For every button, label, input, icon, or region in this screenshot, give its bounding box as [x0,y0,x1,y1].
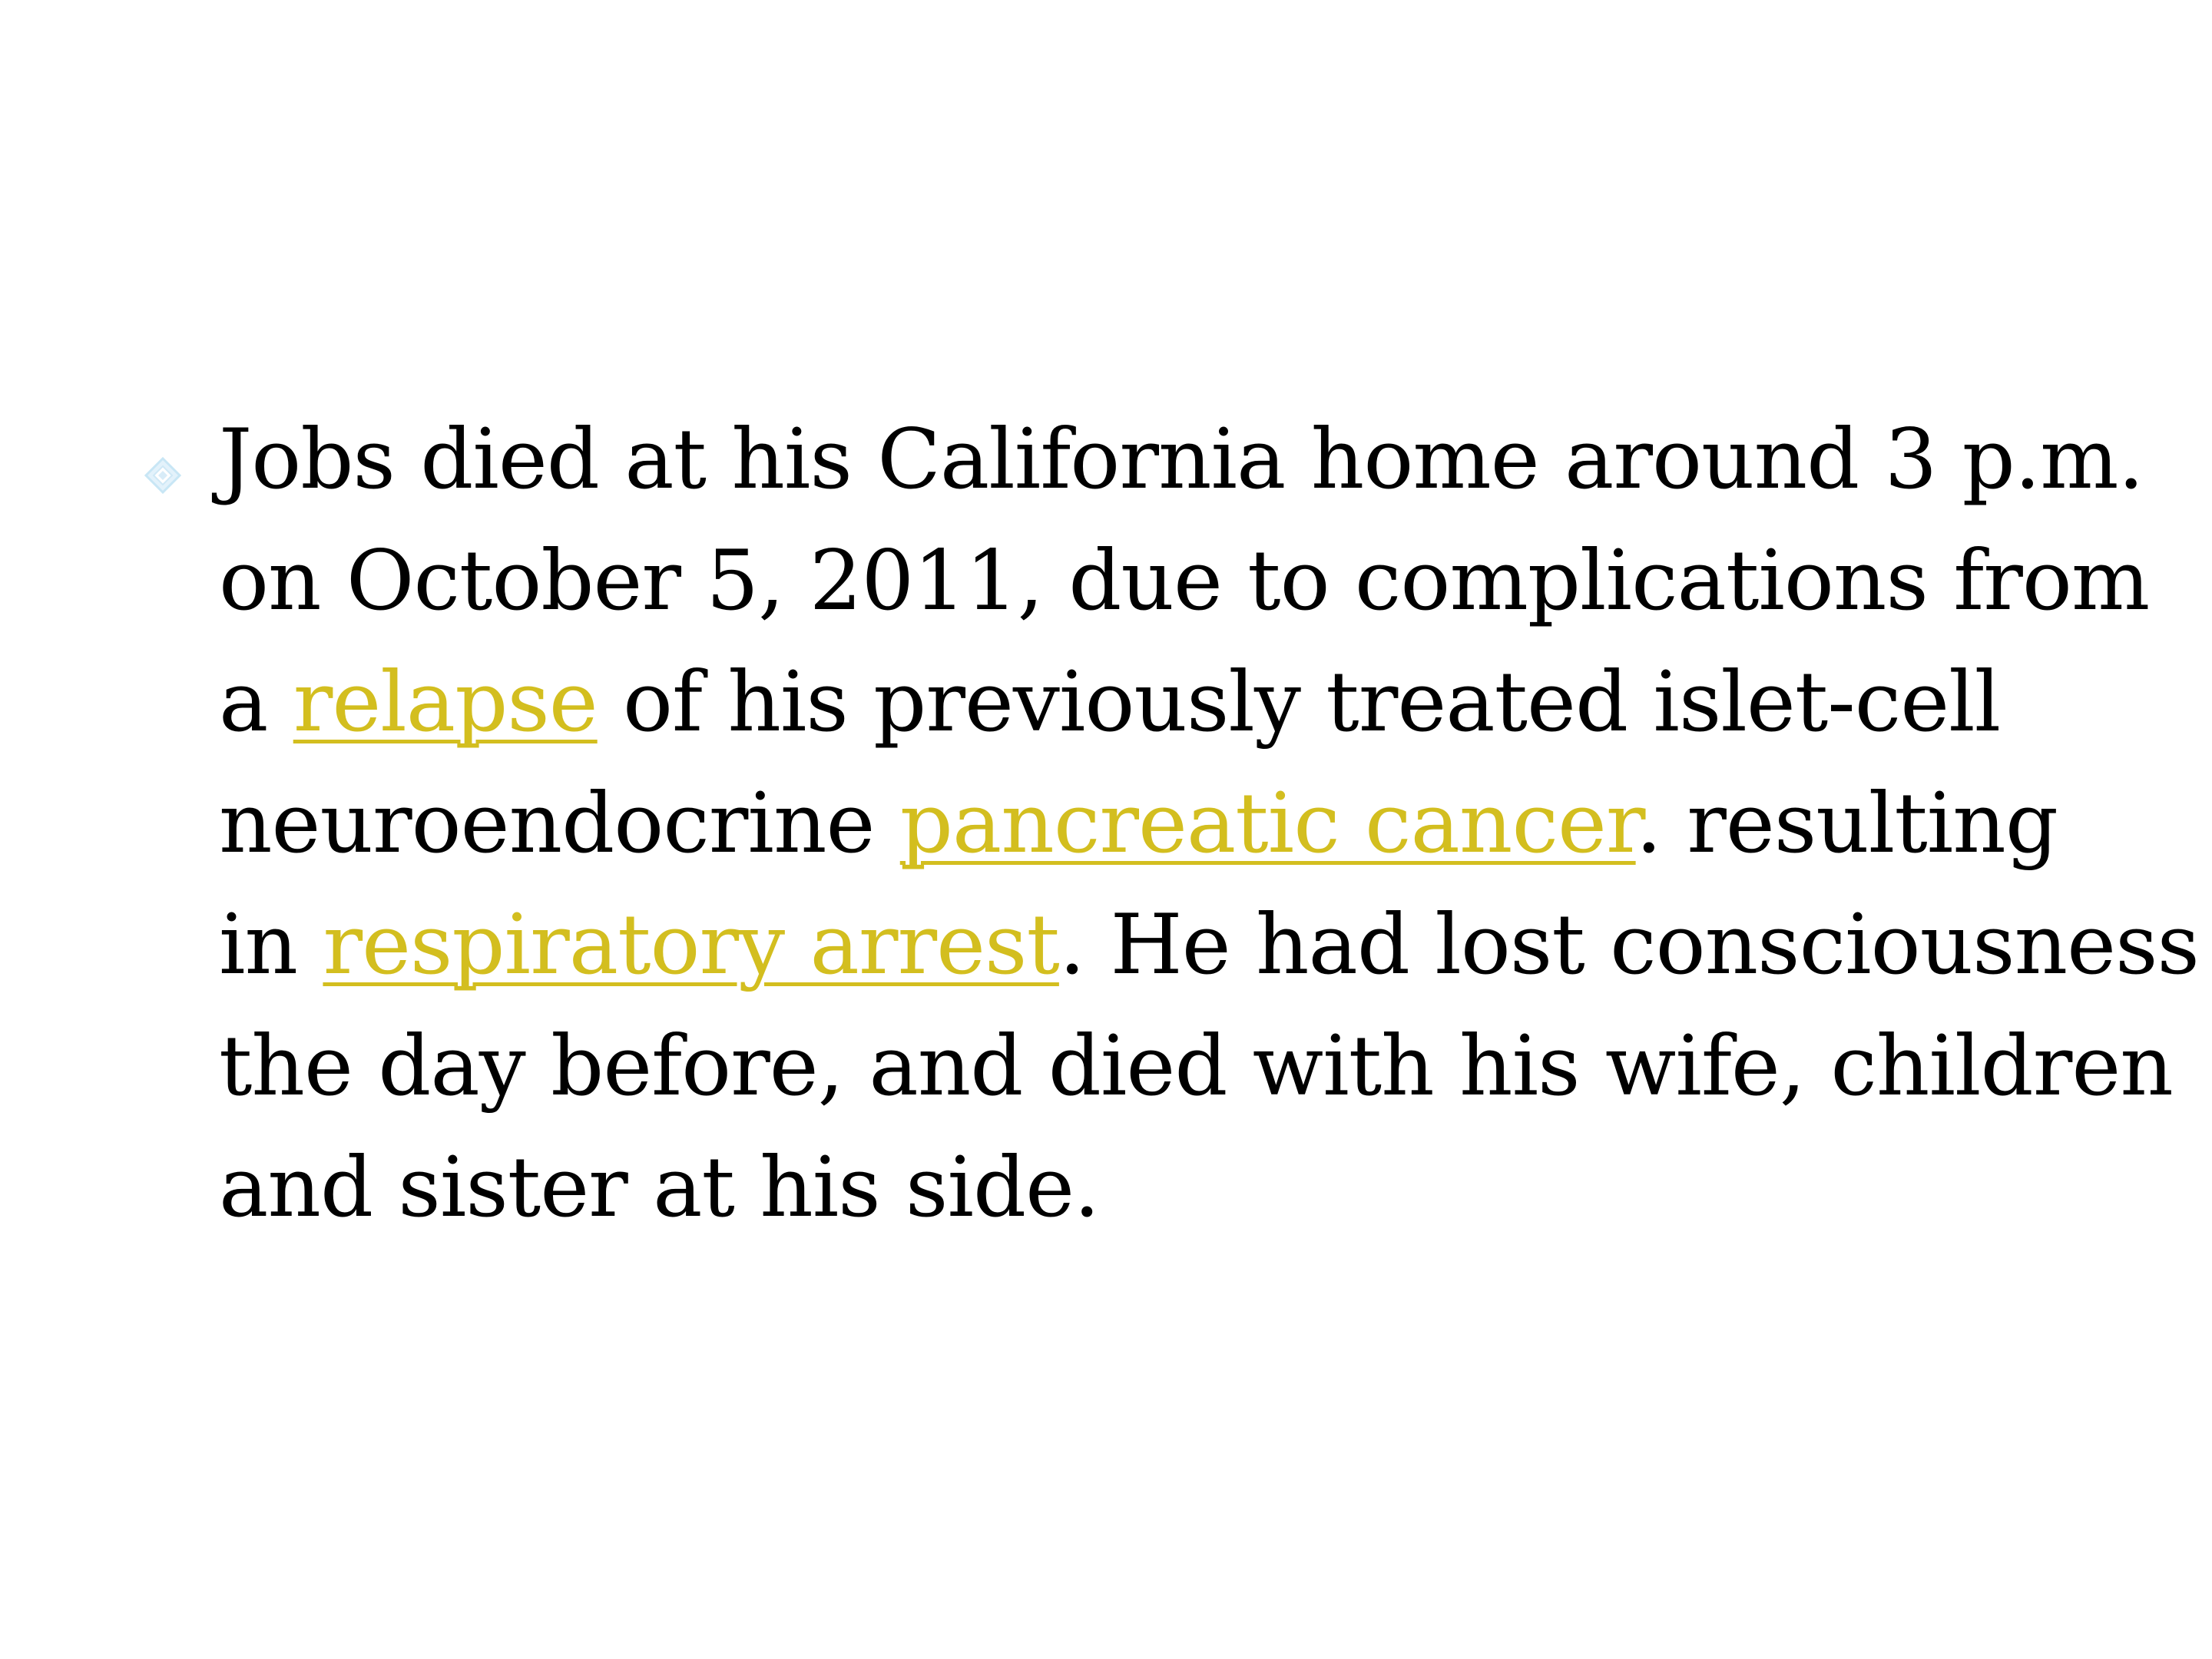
line-4-prefix: neuroendocrine [219,776,900,872]
paragraph-line-6: the day before, and died with his wife, children [219,1018,2173,1114]
line-3-suffix: of his previously treated islet-cell [597,654,2001,750]
paragraph-line-3 [219,642,2139,763]
diamond-bullet-icon [144,457,181,494]
line-5-suffix: . He had lost consciousness [1058,897,2199,993]
paragraph-line-4 [219,763,2139,885]
paragraph-line-1: Jobs died at his California home around 3 p.m. [219,412,2144,508]
pancreatic-cancer-link[interactable]: pancreatic cancer [899,776,1636,872]
line-5-prefix: in [219,897,323,993]
relapse-link[interactable]: relapse [293,654,598,750]
paragraph-line-2: on October 5, 2011, due to complications from [219,533,2150,629]
respiratory-arrest-link[interactable]: respiratory arrest [323,897,1059,993]
paragraph-line-5 [219,885,2199,1006]
line-4-suffix: . resulting [1635,776,2058,872]
paragraph-line-7: and sister at his side. [219,1140,1100,1236]
line-3-prefix: a [219,654,293,750]
bullet-paragraph [219,399,2199,1249]
